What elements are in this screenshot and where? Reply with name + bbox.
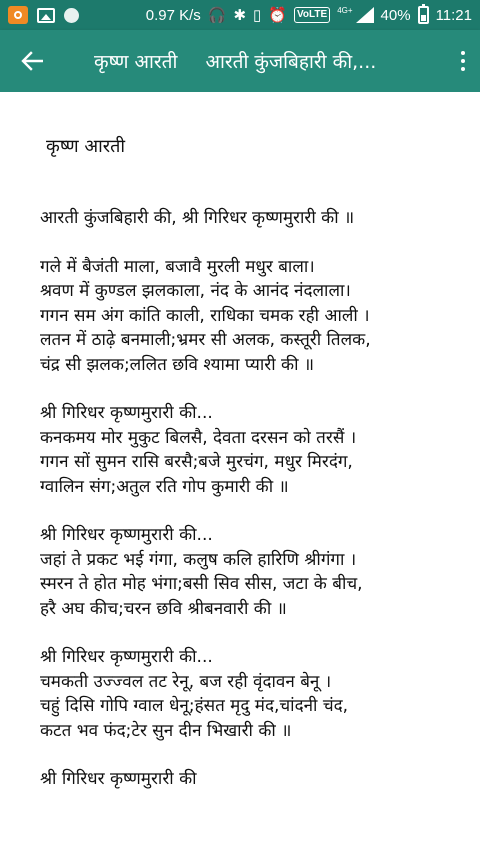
verse-line: श्री गिरिधर कृष्णमुरारी की [40, 769, 197, 789]
tab-krishna-aarti[interactable]: कृष्ण आरती [94, 51, 178, 73]
status-right [146, 6, 472, 24]
verse-line: आरती कुंजबिहारी की, श्री गिरिधर कृष्णमुरारी की ॥ [40, 208, 355, 228]
tab-aarti-kunjbihari[interactable]: आरती कुंजबिहारी की,... [205, 51, 377, 73]
status-bar [0, 0, 480, 30]
alarm-icon: ⏰ [268, 6, 287, 24]
signal-icon [356, 7, 374, 23]
clock: 11:21 [435, 6, 472, 24]
verse-line: जहां ते प्रकट भई गंगा, कलुष कलि हारिणि श्रीगंगा । [40, 549, 357, 570]
verse-line: श्री गिरिधर कृष्णमुरारी की... [40, 403, 213, 423]
tab-strip [64, 48, 446, 74]
battery-percent: 40% [380, 6, 411, 24]
sync-notification-icon [64, 8, 79, 23]
headphones-icon: 🎧 [207, 6, 227, 24]
stanza [40, 255, 476, 378]
dot-icon [461, 51, 465, 55]
verse-line: श्री गिरिधर कृष्णमुरारी की... [40, 647, 213, 667]
verse-line: गले में बैजंती माला, बजावै मुरली मधुर बाला। [40, 256, 315, 277]
stanza [40, 767, 476, 792]
verse-line: चंद्र सी झलक;ललित छवि श्यामा प्यारी की ॥ [40, 354, 315, 375]
app-bar [0, 30, 480, 92]
image-notification-icon [37, 8, 55, 23]
vibrate-icon: ▯ [253, 6, 262, 24]
verse-line: श्री गिरिधर कृष्णमुरारी की... [40, 525, 213, 545]
verse-line: श्रवण में कुण्डल झलकाला, नंद के आनंद नंदलाला। [40, 281, 351, 301]
battery-icon [418, 6, 429, 24]
network-speed: 0.97 K/s [145, 6, 201, 24]
stanza [40, 523, 476, 621]
network-type: 4G+ [337, 5, 353, 15]
dot-icon [461, 59, 465, 63]
volte-badge: VoLTE [294, 7, 330, 23]
dot-icon [461, 67, 465, 71]
verse-line: गगन सों सुमन रासि बरसै;बजे मुरचंग, मधुर मिरदंग, [40, 452, 353, 472]
verses [40, 206, 476, 816]
arrow-left-icon [21, 51, 43, 71]
stanza [40, 401, 476, 499]
stanza [40, 645, 476, 743]
verse-line: चहुं दिसि गोपि ग्वाल धेनू;हंसत मृदु मंद,चांदनी चंद, [40, 696, 349, 716]
verse-line: गगन सम अंग कांति काली, राधिका चमक रही आली । [40, 305, 370, 326]
verse-line: कनकमय मोर मुकुट बिलसै, देवता दरसन को तरसैं । [40, 427, 357, 448]
back-button[interactable] [0, 30, 64, 92]
overflow-menu-button[interactable] [446, 30, 480, 92]
verse-line: ग्वालिन संग;अतुल रति गोप कुमारी की ॥ [40, 476, 289, 497]
bluetooth-icon: ✱ [233, 6, 247, 24]
verse-line: हरै अघ कीच;चरन छवि श्रीबनवारी की ॥ [40, 598, 287, 619]
app-notification-icon [8, 6, 28, 24]
document-view[interactable] [0, 92, 480, 853]
verse-line: स्मरन ते होत मोह भंगा;बसी सिव सीस, जटा के बीच, [40, 574, 363, 594]
verse-line: लतन में ठाढ़े बनमाली;भ्रमर सी अलक, कस्तूरी तिलक, [40, 330, 371, 350]
status-left [8, 6, 79, 24]
verse-line: कटत भव फंद;टेर सुन दीन भिखारी की ॥ [40, 720, 292, 741]
stanza [40, 206, 476, 231]
document-title: कृष्ण आरती [46, 136, 126, 157]
verse-line: चमकती उज्ज्वल तट रेनू, बज रही वृंदावन बेनू । [40, 671, 332, 692]
